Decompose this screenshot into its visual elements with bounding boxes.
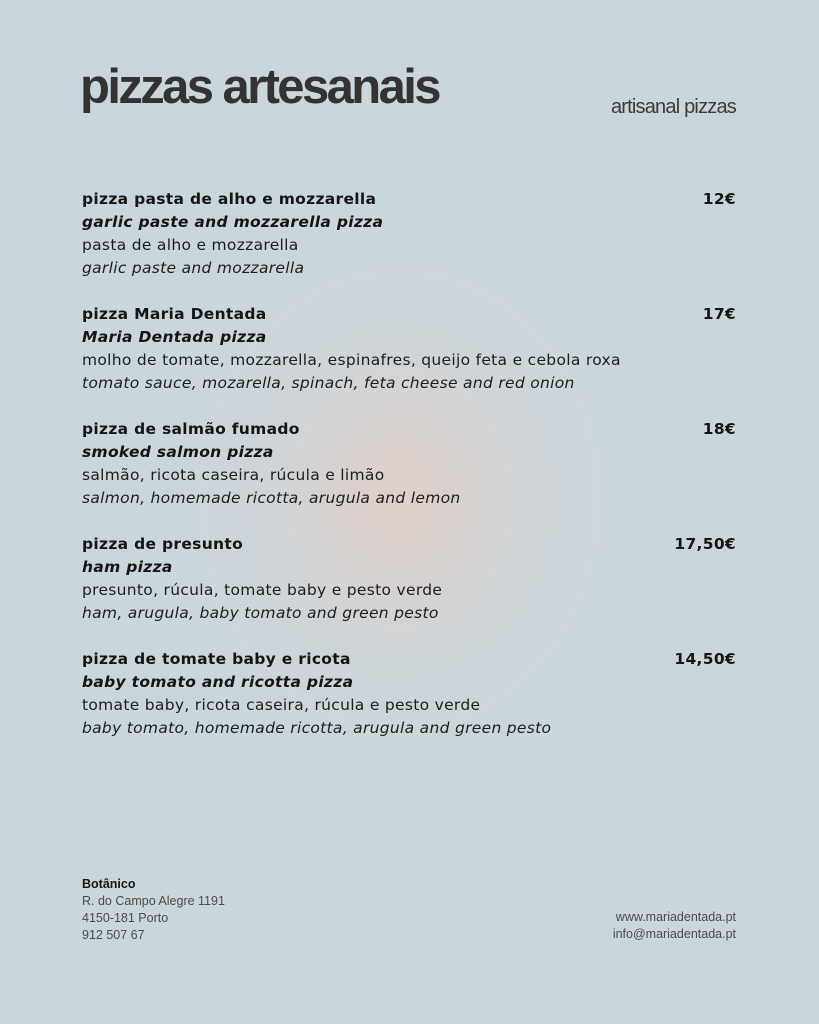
item-price: 17,50€ bbox=[674, 535, 736, 553]
item-description-pt: pasta de alho e mozzarella bbox=[82, 236, 299, 254]
item-description-en: baby tomato, homemade ricotta, arugula and green pesto bbox=[82, 719, 552, 737]
menu-item-smoked-salmon bbox=[82, 418, 736, 533]
item-description-en: garlic paste and mozzarella bbox=[82, 259, 305, 277]
website-link[interactable]: www.mariadentada.pt bbox=[615, 910, 736, 924]
item-description-en: ham, arugula, baby tomato and green pesto bbox=[82, 604, 439, 622]
item-description-pt: molho de tomate, mozzarella, espinafres, queijo feta e cebola roxa bbox=[82, 351, 621, 369]
page-subtitle: artisanal pizzas bbox=[610, 96, 736, 118]
menu-list bbox=[82, 188, 736, 763]
page-title: pizzas artesanais bbox=[80, 60, 439, 114]
item-price: 12€ bbox=[702, 190, 736, 208]
item-description-pt: presunto, rúcula, tomate baby e pesto verde bbox=[82, 581, 443, 599]
menu-item-ham bbox=[82, 533, 736, 648]
item-price: 14,50€ bbox=[674, 650, 736, 668]
menu-item-maria-dentada bbox=[82, 303, 736, 418]
item-description-en: tomato sauce, mozarella, spinach, feta cheese and red onion bbox=[82, 374, 575, 392]
street-address: R. do Campo Alegre 1191 bbox=[82, 894, 225, 908]
item-name-pt: pizza pasta de alho e mozzarella bbox=[82, 190, 377, 208]
postal-city: 4150-181 Porto bbox=[82, 911, 169, 925]
item-description-pt: salmão, ricota caseira, rúcula e limão bbox=[82, 466, 385, 484]
item-name-en: Maria Dentada pizza bbox=[82, 328, 267, 346]
item-name-pt: pizza de presunto bbox=[82, 535, 244, 553]
item-name-pt: pizza de tomate baby e ricota bbox=[82, 650, 351, 668]
footer-contact bbox=[613, 909, 736, 943]
phone-number: 912 507 67 bbox=[82, 928, 145, 942]
item-name-en: garlic paste and mozzarella pizza bbox=[82, 213, 384, 231]
footer-address bbox=[82, 876, 225, 944]
location-name: Botânico bbox=[82, 877, 136, 891]
menu-item-baby-tomato-ricotta bbox=[82, 648, 736, 763]
item-name-en: ham pizza bbox=[82, 558, 173, 576]
menu-item-garlic-mozzarella bbox=[82, 188, 736, 303]
item-price: 18€ bbox=[702, 420, 736, 438]
item-price: 17€ bbox=[702, 305, 736, 323]
item-name-pt: pizza de salmão fumado bbox=[82, 420, 300, 438]
item-name-en: baby tomato and ricotta pizza bbox=[82, 673, 354, 691]
item-name-pt: pizza Maria Dentada bbox=[82, 305, 267, 323]
item-description-pt: tomate baby, ricota caseira, rúcula e pesto verde bbox=[82, 696, 481, 714]
email-link[interactable]: info@mariadentada.pt bbox=[612, 927, 736, 941]
item-name-en: smoked salmon pizza bbox=[82, 443, 274, 461]
item-description-en: salmon, homemade ricotta, arugula and lemon bbox=[82, 489, 461, 507]
